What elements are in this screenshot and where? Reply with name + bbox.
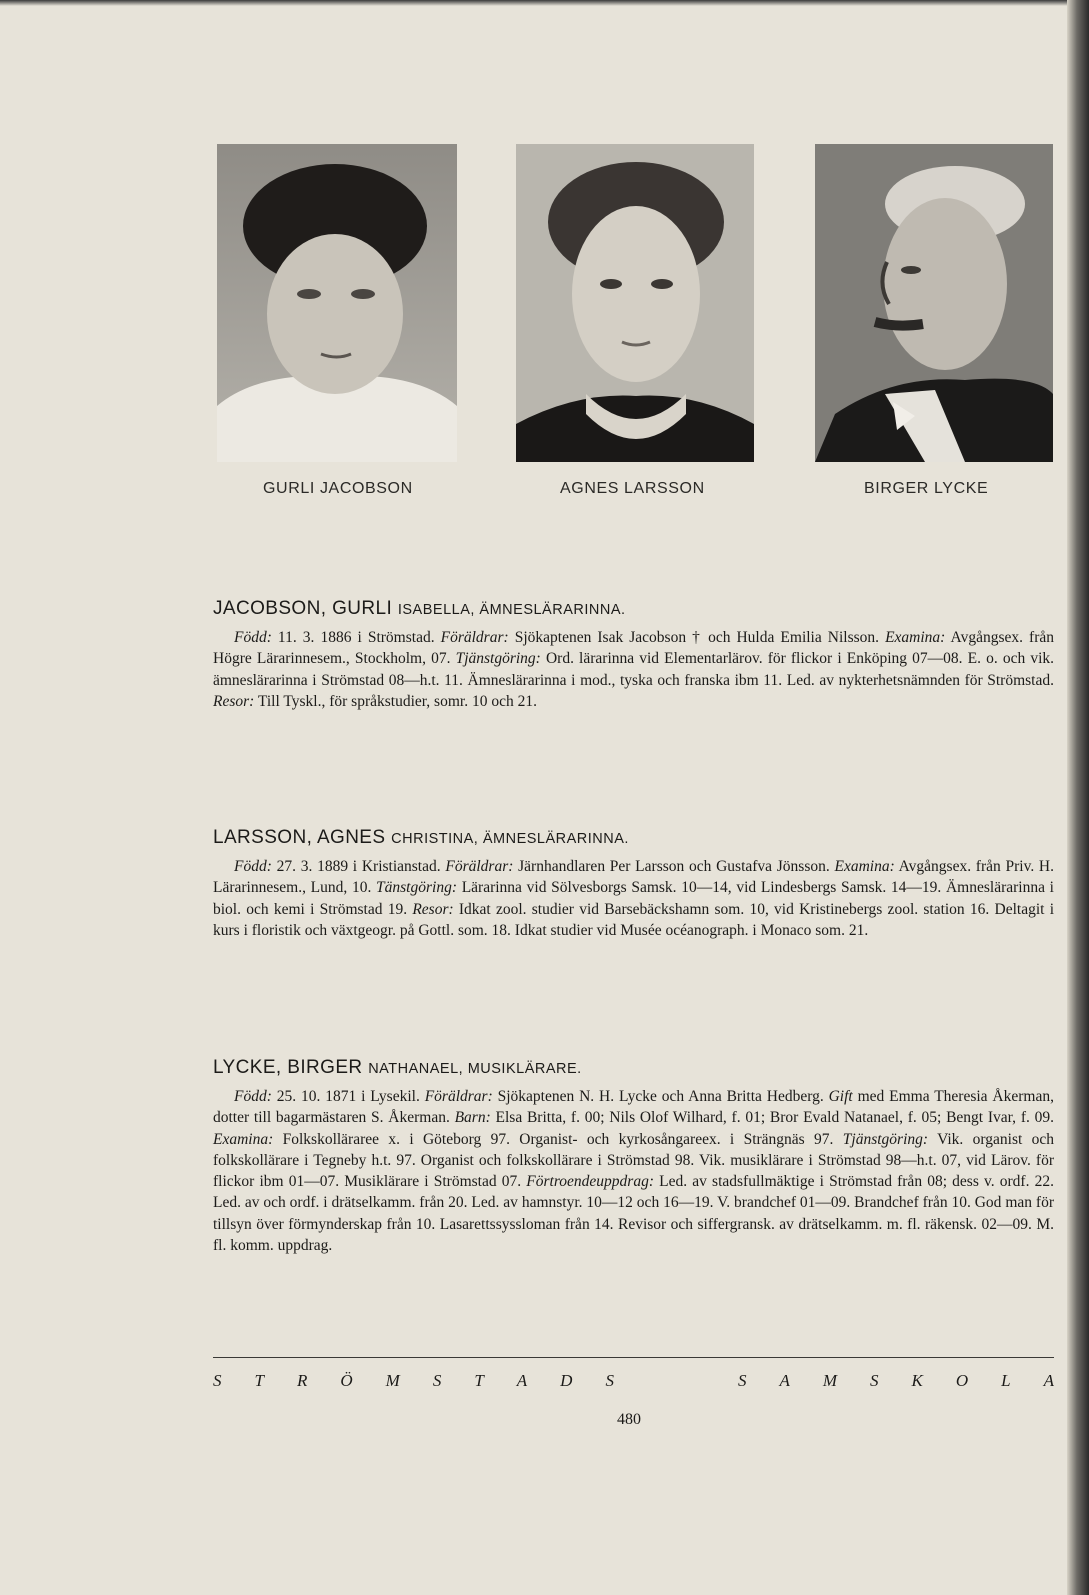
- entry-other-names-title: ISABELLA, ÄMNESLÄRARINNA.: [397, 602, 626, 618]
- biography-entry-larsson: [213, 827, 1054, 941]
- biography-entry-lycke: [213, 1057, 1054, 1256]
- entry-body: [213, 627, 1054, 712]
- footer-word-gap: [647, 1371, 705, 1391]
- entry-field-label: Född:: [234, 629, 272, 646]
- entry-field-label: Föräldrar:: [440, 629, 509, 646]
- entry-field-label: Föräldrar:: [424, 1088, 493, 1105]
- entry-field-label: Tänstgöring:: [376, 879, 457, 897]
- entry-field-label: Förtroendeuppdrag:: [526, 1173, 654, 1191]
- caption-gurli-jacobson: GURLI JACOBSON: [263, 480, 413, 497]
- entry-field-label: Examina:: [885, 629, 946, 646]
- footer-letter: S: [737, 1371, 747, 1390]
- entry-surname: LYCKE,: [213, 1057, 282, 1078]
- portrait-photo-birger-lycke: [815, 144, 1053, 462]
- footer-letter: A: [779, 1371, 790, 1390]
- footer-letter: S: [432, 1371, 442, 1390]
- entry-field-label: Föräldrar:: [445, 858, 514, 875]
- portrait-photo-gurli-jacobson: [217, 144, 457, 462]
- footer-letter: K: [911, 1371, 923, 1390]
- caption-agnes-larsson: AGNES LARSSON: [560, 480, 705, 497]
- entry-field-label: Examina:: [213, 1130, 274, 1148]
- entry-field-label: Tjänstgöring:: [842, 1130, 929, 1148]
- footer-letter: R: [296, 1371, 308, 1390]
- entry-given-name: BIRGER: [287, 1057, 363, 1078]
- entry-given-name: AGNES: [316, 827, 386, 848]
- entry-field-text: Ord. lärarinna vid Elementarlärov. för flickor i Enköping 07—08. E. o. och vik. ämneslärarinna i Strömstad 08—h.t. 11. Ämneslärarinna i mod., tyska och franska ibm 11. Led. av nykterhetsnämnden för Strömstad.: [213, 650, 1055, 689]
- portrait-image-2: [516, 144, 754, 462]
- entry-field-text: Avgångsex. från Priv. H. Lärarinnesem., Lund, 10.: [213, 858, 1054, 897]
- footer-letter: S: [213, 1371, 222, 1390]
- entry-field-label: Född:: [234, 1088, 272, 1105]
- entry-heading: [213, 598, 1054, 620]
- entry-field-text: Idkat zool. studier vid Barsebäckshamn som. 10, vid Kristinebergs zool. station 16. Deltagit i kurs i floristik och växtgeogr. på Gottl. som. 18. Idkat studier vid Musée océanograph. i Monaco som. 21.: [213, 900, 1055, 939]
- footer-letter: A: [1043, 1371, 1054, 1390]
- footer-letter: S: [605, 1371, 614, 1390]
- entry-field-label: Barn:: [454, 1109, 491, 1127]
- portrait-image-1: [217, 144, 457, 462]
- entry-field-label: Resor:: [213, 692, 255, 710]
- footer-letter: D: [560, 1371, 573, 1390]
- footer-letter: O: [955, 1371, 969, 1390]
- entry-field-label: Född:: [234, 858, 272, 875]
- entry-field-text: Vik. organist och folkskollärare i Tegneby h.t. 97. Organist och folkskollärare i Strömstad 98. Vik. musiklärare i Strömstad 98—h.t. 07, vid Lärov. för flickor ibm 01—07. Musiklärare i Strömstad 07.: [213, 1130, 1054, 1191]
- entry-field-text: Lärarinna vid Sölvesborgs Samsk. 10—14, vid Lindesbergs Samsk. 14—19. Ämneslärarinna i biol. och kemi i Strömstad 19.: [213, 879, 1054, 918]
- entry-body: [213, 1086, 1054, 1256]
- entry-field-text: 27. 3. 1889 i Kristianstad.: [271, 858, 446, 875]
- footer-rule: [213, 1357, 1054, 1358]
- entry-heading: [213, 827, 1054, 849]
- page-top-edge: [0, 0, 1089, 6]
- entry-other-names-title: NATHANAEL, MUSIKLÄRARE.: [368, 1061, 582, 1077]
- footer-letter: T: [474, 1371, 484, 1390]
- entry-surname: JACOBSON,: [213, 598, 327, 619]
- entry-field-text: Led. av stadsfullmäktige i Strömstad från 08; dess v. ordf. 22. Led. av och ordf. i drätselkamm. från 20. Led. av hamnstyr. 10—12 och 16—19. V. brandchef 01—09. Brandchef från 10. God man för tillsyn över förmynderskap från 10. Lasarettssyssloman från 14. Revisor och siffergransk. av drätselkamm. m. fl. räkensk. 02—09. M. fl. komm. uppdrag.: [213, 1173, 1054, 1255]
- entry-field-text: Sjökaptenen N. H. Lycke och Anna Britta Hedberg.: [492, 1088, 829, 1105]
- entry-field-text: 25. 10. 1871 i Lysekil.: [271, 1088, 425, 1105]
- portrait-photo-agnes-larsson: [516, 144, 754, 462]
- biography-entry-jacobson: [213, 598, 1054, 712]
- entry-field-text: med Emma Theresia Åkerman, dotter till bagarmästaren S. Åkerman.: [213, 1088, 1054, 1127]
- footer-letter: L: [1001, 1371, 1011, 1390]
- footer-letter: Ö: [340, 1371, 353, 1390]
- footer-letter: M: [822, 1371, 838, 1390]
- entry-field-text: Avgångsex. från Högre Lärarinnesem., Stockholm, 07.: [213, 629, 1054, 668]
- entry-field-label: Resor:: [412, 900, 454, 918]
- entry-field-label: Gift: [828, 1088, 853, 1105]
- entry-other-names-title: CHRISTINA, ÄMNESLÄRARINNA.: [391, 831, 629, 847]
- entry-field-label: Tjänstgöring:: [455, 650, 541, 668]
- entry-surname: LARSSON,: [213, 827, 313, 848]
- book-spine-edge: [1067, 0, 1089, 1595]
- page-number: 480: [617, 1411, 641, 1428]
- running-footer-stromstads-samskola: [213, 1371, 1054, 1391]
- footer-letter: M: [385, 1371, 400, 1390]
- entry-body: [213, 856, 1054, 941]
- footer-letter: A: [516, 1371, 528, 1390]
- portrait-image-3: [815, 144, 1053, 462]
- entry-field-text: Elsa Britta, f. 00; Nils Olof Wilhard, f. 01; Bror Evald Natanael, f. 05; Bengt Ivar, f. 09.: [490, 1109, 1054, 1127]
- entry-field-text: Järnhandlaren Per Larsson och Gustafva Jönsson.: [513, 858, 835, 875]
- entry-heading: [213, 1057, 1054, 1079]
- caption-birger-lycke: BIRGER LYCKE: [864, 480, 989, 497]
- entry-field-text: Till Tyskl., för språkstudier, somr. 10 och 21.: [254, 692, 537, 710]
- footer-letter: S: [870, 1371, 879, 1390]
- entry-given-name: GURLI: [332, 598, 393, 619]
- footer-letter: T: [254, 1371, 264, 1390]
- entry-field-text: Sjökaptenen Isak Jacobson † och Hulda Emilia Nilsson.: [508, 629, 886, 646]
- entry-field-text: 11. 3. 1886 i Strömstad.: [271, 629, 441, 646]
- entry-field-text: Folkskolläraree x. i Göteborg 97. Organist- och kyrkosångareex. i Strängnäs 97.: [273, 1130, 843, 1148]
- entry-field-label: Examina:: [834, 858, 895, 875]
